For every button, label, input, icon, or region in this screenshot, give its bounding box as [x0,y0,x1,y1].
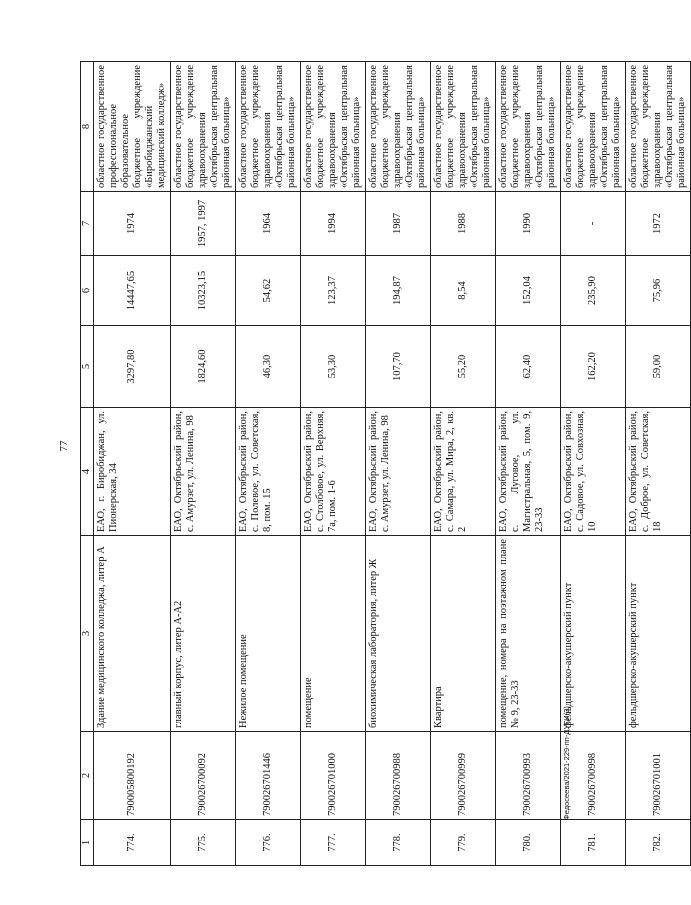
year-cell: 1964 [236,192,301,256]
object-name-cell: биохимическая лаборатория, литер Ж [366,536,431,732]
column-header: 3 [81,536,94,732]
table-row [171,62,236,866]
holder-cell: областное государственное бюджетное учреждение здравоохранения «Октябрьская центральная районная больница» [301,62,366,192]
address-cell: ЕАО, Октябрьский район, с. Самара, ул. Мира, 2, кв. 2 [431,408,496,536]
column-header: 8 [81,62,94,192]
row-number-cell: 774. [94,820,171,866]
area-cell: 62,40 [496,326,561,408]
cost-cell: 235,90 [561,256,626,326]
column-number-row [81,62,94,866]
object-name-cell: помещение, номера на поэтажном плане № 9, 23-33 [496,536,561,732]
holder-cell: областное государственное профессиональное образовательное бюджетное учреждение «Биробиджанский медицинский колледж» [94,62,171,192]
column-header: 4 [81,408,94,536]
year-cell: 1988 [431,192,496,256]
registry-number-cell: 790026701446 [236,732,301,820]
row-number-cell: 776. [236,820,301,866]
page-number: 77 [58,440,70,452]
cost-cell: 152,04 [496,256,561,326]
address-cell: ЕАО, г. Биробиджан, ул. Пионерская, 34 [94,408,171,536]
column-header: 1 [81,820,94,866]
address-cell: ЕАО, Октябрьский район, с. Столбовое, ул. Верхняя, 7а, пом. 1-6 [301,408,366,536]
table-row [626,62,691,866]
year-cell: 1994 [301,192,366,256]
holder-cell: областное государственное бюджетное учреждение здравоохранения «Октябрьская центральная районная больница» [561,62,626,192]
object-name-cell: Квартира [431,536,496,732]
year-cell: 1974 [94,192,171,256]
footer-code: Федосеева/2021-229-пп-ДУГИ(3) [562,706,571,820]
table-row [236,62,301,866]
year-cell: - [561,192,626,256]
object-name-cell: фельдшерско-акушерский пункт [561,536,626,732]
row-number-cell: 777. [301,820,366,866]
area-cell: 3297,80 [94,326,171,408]
table-row [301,62,366,866]
cost-cell: 54,62 [236,256,301,326]
object-name-cell: Нежилое помещение [236,536,301,732]
object-name-cell: главный корпус, литер А-А2 [171,536,236,732]
address-cell: ЕАО, Октябрьский район, с. Садовое, ул. Совхозная, 10 [561,408,626,536]
registry-table-wrapper [80,62,687,866]
area-cell: 53,30 [301,326,366,408]
cost-cell: 8,54 [431,256,496,326]
object-name-cell: фельдшерско-акушерский пункт [626,536,691,732]
holder-cell: областное государственное бюджетное учреждение здравоохранения «Октябрьская центральная районная больница» [236,62,301,192]
column-header: 5 [81,326,94,408]
holder-cell: областное государственное бюджетное учреждение здравоохранения «Октябрьская центральная районная больница» [496,62,561,192]
area-cell: 1824,60 [171,326,236,408]
column-header: 7 [81,192,94,256]
table-row [431,62,496,866]
registry-number-cell: 790005800192 [94,732,171,820]
table-row [366,62,431,866]
registry-number-cell: 790026700999 [431,732,496,820]
table-row [496,62,561,866]
holder-cell: областное государственное бюджетное учреждение здравоохранения «Октябрьская центральная районная больница» [171,62,236,192]
area-cell: 107,70 [366,326,431,408]
column-header: 6 [81,256,94,326]
area-cell: 162,20 [561,326,626,408]
cost-cell: 75,96 [626,256,691,326]
address-cell: ЕАО, Октябрьский район, с. Амурзет, ул. Ленина, 98 [366,408,431,536]
address-cell: ЕАО, Октябрьский район, с. Доброе, ул. Советская, 18 [626,408,691,536]
registry-number-cell: 790026701001 [626,732,691,820]
row-number-cell: 781. [561,820,626,866]
area-cell: 55,20 [431,326,496,408]
row-number-cell: 779. [431,820,496,866]
address-cell: ЕАО, Октябрьский район, с. Луговое, ул. Магистральная, 5, пом. 9, 23-33 [496,408,561,536]
year-cell: 1987 [366,192,431,256]
registry-number-cell: 790026700998 [561,732,626,820]
registry-number-cell: 790026700988 [366,732,431,820]
object-name-cell: Здание медицинского колледжа, литер А [94,536,171,732]
area-cell: 59,00 [626,326,691,408]
row-number-cell: 778. [366,820,431,866]
property-registry-table [80,61,691,866]
holder-cell: областное государственное бюджетное учреждение здравоохранения «Октябрьская центральная районная больница» [431,62,496,192]
row-number-cell: 780. [496,820,561,866]
row-number-cell: 775. [171,820,236,866]
holder-cell: областное государственное бюджетное учреждение здравоохранения «Октябрьская центральная районная больница» [626,62,691,192]
cost-cell: 10323,15 [171,256,236,326]
registry-number-cell: 790026700993 [496,732,561,820]
cost-cell: 14447,65 [94,256,171,326]
year-cell: 1972 [626,192,691,256]
holder-cell: областное государственное бюджетное учреждение здравоохранения «Октябрьская центральная районная больница» [366,62,431,192]
registry-number-cell: 790026700092 [171,732,236,820]
cost-cell: 194,87 [366,256,431,326]
column-header: 2 [81,732,94,820]
cost-cell: 123,37 [301,256,366,326]
registry-number-cell: 790026701000 [301,732,366,820]
table-row [94,62,171,866]
year-cell: 1990 [496,192,561,256]
year-cell: 1957, 1997 [171,192,236,256]
row-number-cell: 782. [626,820,691,866]
area-cell: 46,30 [236,326,301,408]
address-cell: ЕАО, Октябрьский район, с. Полевое, ул. Советская, 8, пом. 15 [236,408,301,536]
address-cell: ЕАО, Октябрьский район, с. Амурзет, ул. Ленина, 98 [171,408,236,536]
object-name-cell: помещение [301,536,366,732]
